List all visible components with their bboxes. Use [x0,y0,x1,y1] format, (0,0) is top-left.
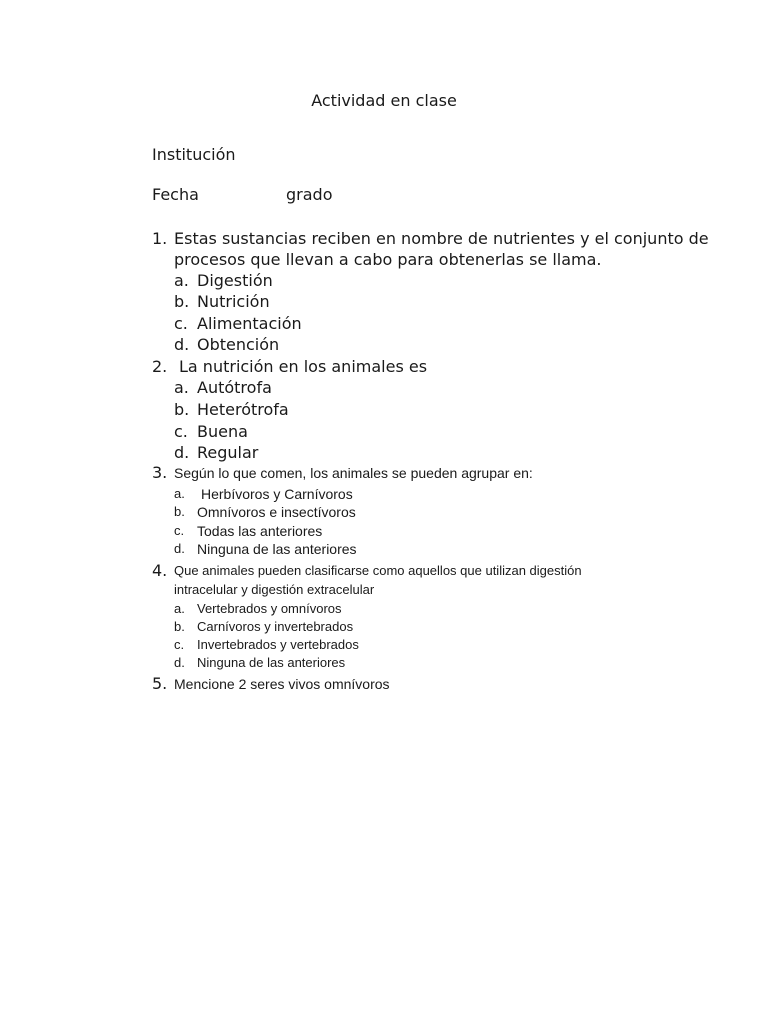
question-text-line: Según lo que comen, los animales se pueden agrupar en: [174,465,533,481]
option-letter: d. [174,335,190,354]
page-title: Actividad en clase [311,91,457,110]
option-text: Omnívoros e insectívoros [197,504,356,520]
question-text-line: intracelular y digestión extracelular [174,582,375,597]
institucion-field: Institución [152,145,236,164]
option-text: Herbívoros y Carnívoros [201,486,353,502]
option-text: Digestión [197,271,273,290]
option-letter: b. [174,619,185,634]
question-text-line: Mencione 2 seres vivos omnívoros [174,676,390,692]
option-letter: d. [174,655,185,670]
option-letter: d. [174,443,190,462]
option-letter: a. [174,601,185,616]
option-text: Alimentación [197,314,302,333]
question-number: 1. [152,229,168,248]
option-letter: c. [174,523,185,538]
option-text: Autótrofa [197,378,272,397]
question-text-line: Estas sustancias reciben en nombre de nutrientes y el conjunto de [174,229,709,248]
question-number: 4. [152,561,168,580]
option-text: Obtención [197,335,280,354]
question-number: 3. [152,463,168,482]
option-text: Regular [197,443,259,462]
option-letter: d. [174,541,185,556]
option-text: Buena [197,422,248,441]
grado-label: grado [286,185,333,204]
option-text: Nutrición [197,292,270,311]
option-letter: a. [174,486,185,501]
question-number: 2. [152,357,168,376]
option-letter: a. [174,378,189,397]
option-letter: c. [174,637,185,652]
option-text: Invertebrados y vertebrados [197,637,359,652]
question-text-line: La nutrición en los animales es [179,357,428,376]
option-letter: a. [174,271,189,290]
option-letter: c. [174,314,188,333]
option-letter: c. [174,422,188,441]
option-text: Carnívoros y invertebrados [197,619,354,634]
fecha-label: Fecha [152,185,199,204]
option-letter: b. [174,292,190,311]
option-text: Ninguna de las anteriores [197,655,346,670]
question-text-line: Que animales pueden clasificarse como aquellos que utilizan digestión [174,563,582,578]
option-letter: b. [174,504,185,519]
option-letter: b. [174,400,190,419]
option-text: Vertebrados y omnívoros [197,601,342,616]
option-text: Ninguna de las anteriores [197,541,357,557]
option-text: Heterótrofa [197,400,289,419]
option-text: Todas las anteriores [197,523,323,539]
question-number: 5. [152,674,168,693]
question-text-line: procesos que llevan a cabo para obtenerlas se llama. [174,250,602,269]
fecha-grado-row [152,184,452,206]
